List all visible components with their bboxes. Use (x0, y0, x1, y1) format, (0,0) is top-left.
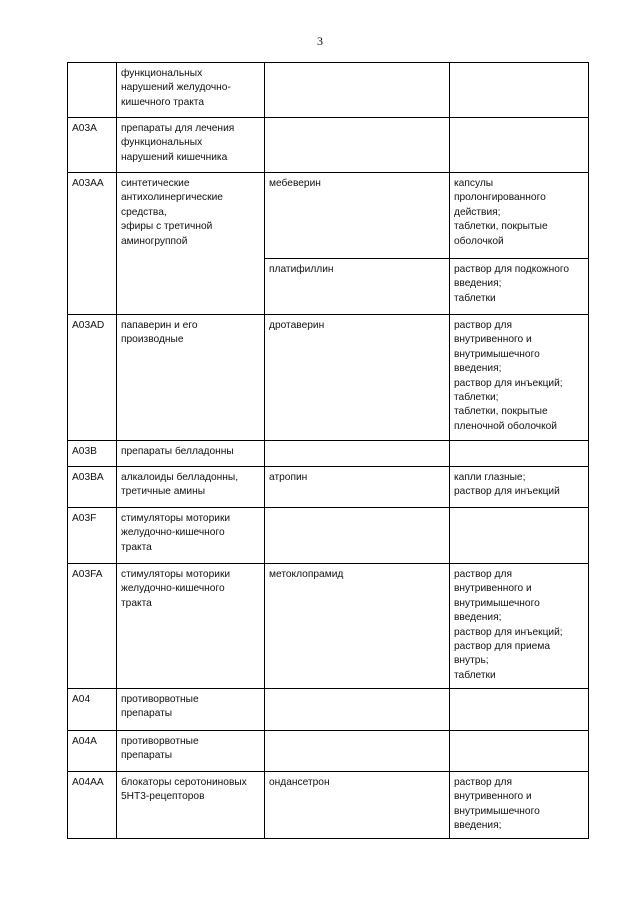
dosage-form-cell: раствор для внутривенного и внутримышечного введения; раствор для инъекций; таблетки; таблетки, покрытые пленочной оболочкой (450, 315, 589, 441)
group-name-cell: стимуляторы моторики желудочно-кишечного тракта (117, 508, 265, 564)
drug-name-cell (265, 508, 450, 564)
dosage-form-cell: раствор для внутривенного и внутримышечного введения; раствор для инъекций; раствор для приема внутрь; таблетки (450, 564, 589, 689)
atc-code-cell: A03BA (68, 467, 117, 508)
group-name-cell: синтетические антихолинергические средства, эфиры с третичной аминогруппой (117, 173, 265, 315)
dosage-form-cell (450, 508, 589, 564)
drug-name-cell (265, 731, 450, 772)
page-number: 3 (317, 34, 323, 48)
dosage-form-cell: капли глазные; раствор для инъекций (450, 467, 589, 508)
group-name-cell: противорвотные препараты (117, 689, 265, 731)
atc-code-cell: A03B (68, 441, 117, 467)
atc-code-cell: A04AA (68, 772, 117, 839)
group-name-cell: противорвотные препараты (117, 731, 265, 772)
table-row (68, 508, 589, 564)
dosage-form-cell (450, 689, 589, 731)
dosage-form-cell: раствор для подкожного введения; таблетки (450, 259, 589, 315)
atc-code-cell: A04 (68, 689, 117, 731)
drug-name-cell (265, 689, 450, 731)
drug-table (67, 62, 589, 839)
dosage-form-cell (450, 441, 589, 467)
dosage-form-cell (450, 731, 589, 772)
dosage-form-cell (450, 118, 589, 173)
table-row (68, 173, 589, 259)
atc-code-cell: A03AA (68, 173, 117, 315)
atc-code-cell: A04A (68, 731, 117, 772)
atc-code-cell: A03F (68, 508, 117, 564)
table-row (68, 441, 589, 467)
table-row (68, 315, 589, 441)
drug-name-cell (265, 441, 450, 467)
group-name-cell: стимуляторы моторики желудочно-кишечного тракта (117, 564, 265, 689)
atc-code-cell: A03FA (68, 564, 117, 689)
drug-name-cell: ондансетрон (265, 772, 450, 839)
table-row (68, 772, 589, 839)
table-row (68, 689, 589, 731)
table-row (68, 467, 589, 508)
drug-name-cell: атропин (265, 467, 450, 508)
atc-code-cell: A03AD (68, 315, 117, 441)
group-name-cell: папаверин и его производные (117, 315, 265, 441)
drug-name-cell (265, 118, 450, 173)
table-row (68, 564, 589, 689)
drug-name-cell: дротаверин (265, 315, 450, 441)
group-name-cell: препараты для лечения функциональных нарушений кишечника (117, 118, 265, 173)
table-row (68, 63, 589, 118)
drug-name-cell: мебеверин (265, 173, 450, 259)
drug-name-cell: метоклопрамид (265, 564, 450, 689)
table-row (68, 118, 589, 173)
table-row (68, 731, 589, 772)
group-name-cell: алкалоиды белладонны, третичные амины (117, 467, 265, 508)
atc-code-cell (68, 63, 117, 118)
group-name-cell: функциональных нарушений желудочно- кишечного тракта (117, 63, 265, 118)
group-name-cell: блокаторы серотониновых 5HT3-рецепторов (117, 772, 265, 839)
drug-name-cell (265, 63, 450, 118)
dosage-form-cell: капсулы пролонгированного действия; таблетки, покрытые оболочкой (450, 173, 589, 259)
drug-name-cell: платифиллин (265, 259, 450, 315)
dosage-form-cell (450, 63, 589, 118)
group-name-cell: препараты белладонны (117, 441, 265, 467)
dosage-form-cell: раствор для внутривенного и внутримышечного введения; (450, 772, 589, 839)
atc-code-cell: A03A (68, 118, 117, 173)
